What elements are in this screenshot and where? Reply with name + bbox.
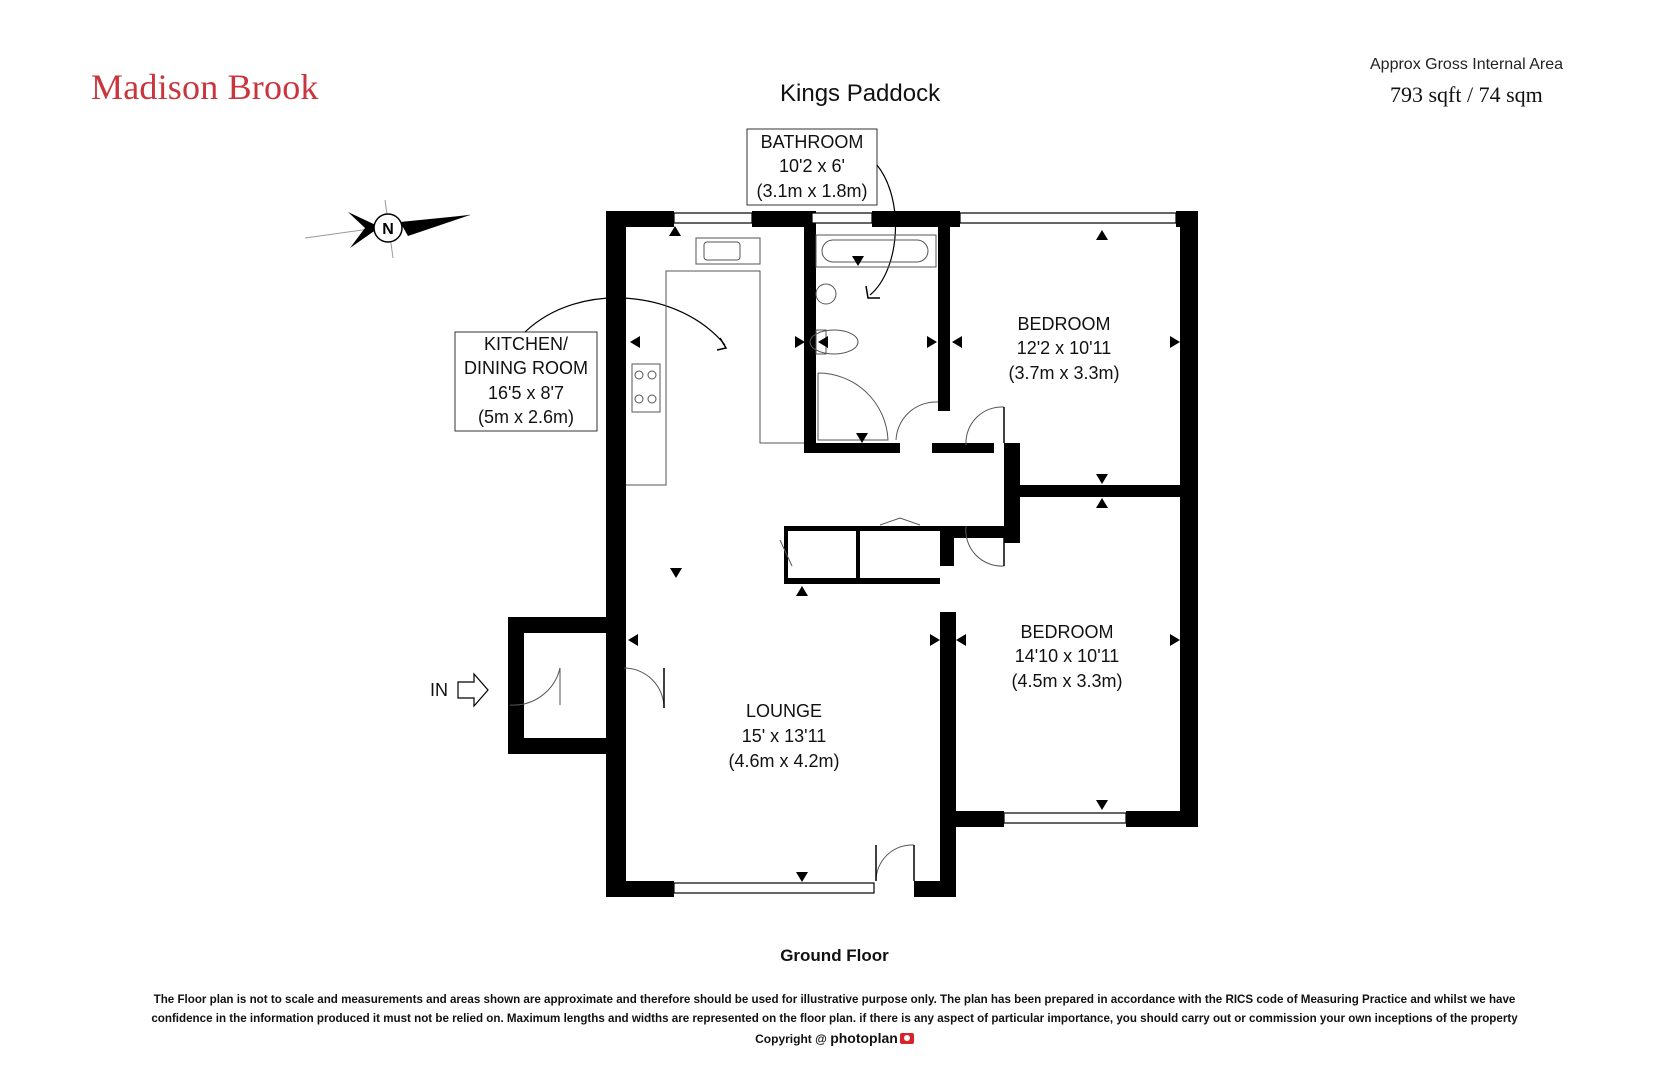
bedroom1-imperial: 12'2 x 10'11: [1016, 338, 1112, 358]
compass-icon: [305, 200, 470, 258]
bathroom-name: BATHROOM: [760, 132, 864, 152]
bathroom-imperial: 10'2 x 6': [779, 156, 845, 176]
bathroom-metric: (3.1m x 1.8m): [756, 181, 868, 201]
copyright: [0, 1030, 1669, 1046]
bedroom2-imperial: 14'10 x 10'11: [1014, 646, 1120, 666]
lounge-name: LOUNGE: [745, 701, 823, 721]
camera-icon: [900, 1033, 914, 1044]
kitchen-imperial: 16'5 x 8'7: [488, 383, 564, 403]
bedroom2-metric: (4.5m x 3.3m): [1011, 671, 1123, 691]
bedroom1-metric: (3.7m x 3.3m): [1008, 363, 1120, 383]
compass-letter: N: [382, 221, 394, 238]
disclaimer: [60, 990, 1609, 1028]
photoplan-brand: photoplan: [830, 1030, 898, 1046]
floor-name: Ground Floor: [780, 946, 889, 965]
kitchen-name-line1: KITCHEN/: [483, 334, 569, 354]
bedroom1-name: BEDROOM: [1017, 314, 1111, 334]
brand-logo: Madison Brook: [91, 67, 319, 107]
entrance-arrow-icon: [458, 674, 488, 706]
kitchen-name-line2: DINING ROOM: [464, 358, 588, 378]
area-label: Approx Gross Internal Area: [1370, 56, 1563, 73]
entrance-label: IN: [430, 680, 448, 700]
kitchen-metric: (5m x 2.6m): [477, 407, 575, 427]
copyright-prefix: Copyright @: [755, 1032, 827, 1046]
area-value: 793 sqft / 74 sqm: [1390, 82, 1543, 107]
lounge-imperial: 15' x 13'11: [741, 726, 827, 746]
disclaimer-line1: The Floor plan is not to scale and measurements and areas shown are approximate and therefore should be used for illustrative purpose only. The plan has been prepared in accordance with the RICS code of Measuring Practice and whilst we have: [153, 993, 1516, 1006]
bedroom2-name: BEDROOM: [1020, 622, 1114, 642]
property-title: Kings Paddock: [780, 80, 941, 107]
disclaimer-line2: confidence in the information produced it must not be relied on. Maximum lengths and widths are represented on the floor plan. if there is any aspect of particular importance, you should carry out or commission your own inceptions of the property: [151, 1012, 1518, 1025]
lounge-metric: (4.6m x 4.2m): [728, 751, 840, 771]
